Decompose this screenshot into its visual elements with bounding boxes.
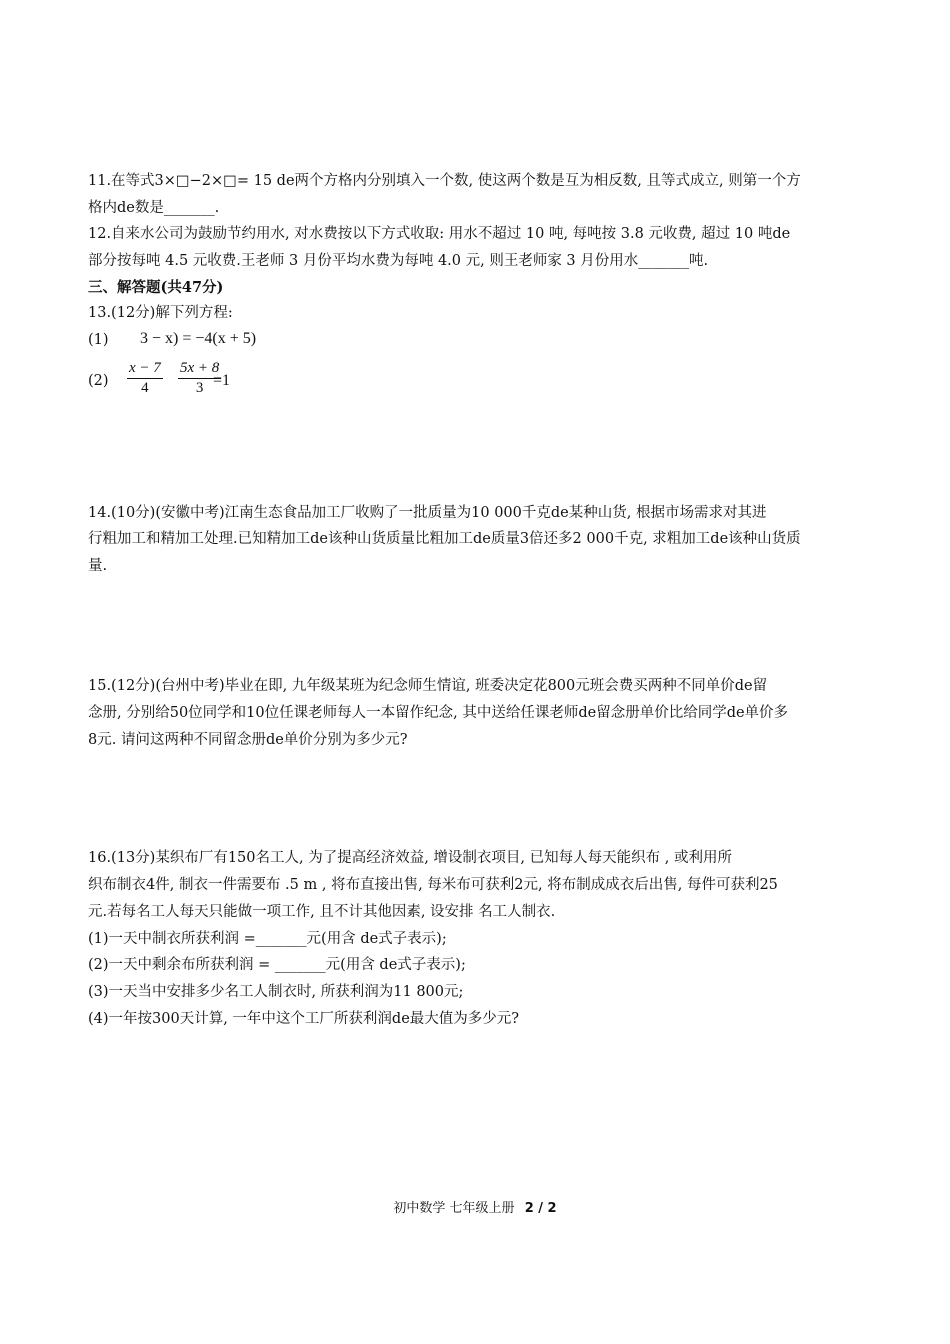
fraction-1-numerator: x − 7	[127, 360, 163, 379]
fraction-2-denominator: 3	[195, 380, 204, 396]
q13-part1-equation: 3 − x) = −4(x + 5)	[140, 330, 257, 347]
footer-text: 初中数学 七年级上册	[393, 1201, 515, 1216]
q16-sub-1: (1)一天中制衣所获利润 =_______元(用含 de式子表示);	[88, 931, 447, 947]
q14-line-1: 14.(10分)(安徽中考)江南生态食品加工厂收购了一批质量为10 000千克de某种山货, 根据市场需求对其进	[88, 505, 767, 521]
q16-line-3: 元.若每名工人每天只能做一项工作, 且不计其他因素, 设安排 名工人制衣.	[88, 904, 556, 920]
q16-sub-3: (3)一天当中安排多少名工人制衣时, 所获利润为11 800元;	[88, 984, 464, 1000]
q11-line-2: 格内de数是_______.	[88, 200, 220, 216]
q15-line-3: 8元. 请问这两种不同留念册de单价分别为多少元?	[88, 732, 408, 748]
q16-sub-4: (4)一年按300天计算, 一年中这个工厂所获利润de最大值为多少元?	[88, 1011, 520, 1027]
q14-line-3: 量.	[88, 558, 108, 574]
q16-line-2: 织布制衣4件, 制衣一件需要布 .5 m , 将布直接出售, 每米布可获利2元, 将布制成成衣后出售, 每件可获利25	[88, 877, 778, 893]
section-title: 三、解答题(共47分)	[88, 279, 224, 296]
fraction-1-denominator: 4	[141, 380, 149, 396]
q13-stem: 13.(12分)解下列方程:	[88, 305, 233, 321]
q13-part2-rhs: =1	[213, 372, 231, 389]
q13-part1-label: (1)	[88, 332, 109, 348]
q16-sub-2: (2)一天中剩余布所获利润 = _______元(用含 de式子表示);	[88, 957, 466, 973]
q13-part2-label: (2)	[88, 373, 109, 389]
page-number: 2 / 2	[524, 1201, 557, 1216]
fraction-2-numerator: 5x + 8	[178, 360, 221, 379]
q12-line-1: 12.自来水公司为鼓励节约用水, 对水费按以下方式收取: 用水不超过 10 吨, 每吨按 3.8 元收费, 超过 10 吨de	[88, 226, 791, 242]
q11-line-1: 11.在等式3×□−2×□= 15 de两个方格内分别填入一个数, 使这两个数是互为相反数, 且等式成立, 则第一个方	[88, 173, 801, 189]
q12-line-2: 部分按每吨 4.5 元收费.王老师 3 月份平均水费为每吨 4.0 元, 则王老师家 3 月份用水_______吨.	[88, 253, 709, 269]
q14-line-2: 行粗加工和精加工处理.已知精加工de该种山货质量比粗加工de质量3倍还多2 000千克, 求粗加工de该种山货质	[88, 531, 801, 547]
q13-fraction-1	[127, 360, 163, 397]
q15-line-1: 15.(12分)(台州中考)毕业在即, 九年级某班为纪念师生情谊, 班委决定花800元班会费买两种不同单价de留	[88, 678, 768, 694]
q16-line-1: 16.(13分)某织布厂有150名工人, 为了提高经济效益, 增设制衣项目, 已知每人每天能织布 , 或利用所	[88, 850, 732, 866]
page-footer	[0, 1197, 950, 1216]
q15-line-2: 念册, 分别给50位同学和10位任课老师每人一本留作纪念, 其中送给任课老师de留念册单价比给同学de单价多	[88, 705, 789, 721]
